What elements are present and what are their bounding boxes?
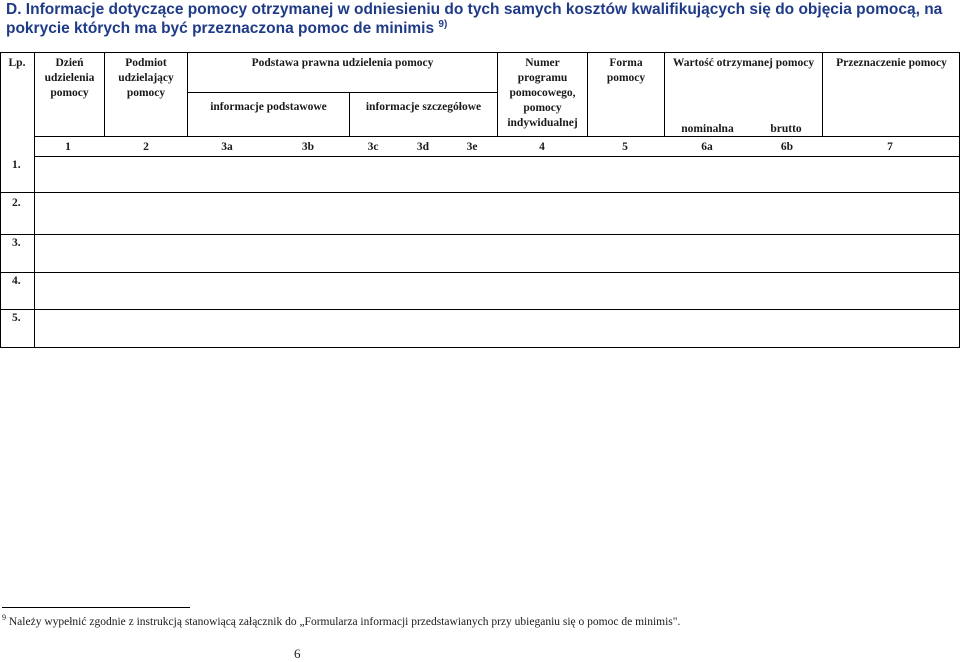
- header-numer: Numer programu pomocowego, pomocy indywidualnej: [507, 57, 578, 129]
- row-label: 2.: [12, 197, 21, 209]
- page-number: 6: [294, 646, 301, 661]
- title-footnote-ref: 9): [438, 19, 448, 30]
- col-number: 2: [143, 141, 149, 153]
- col-number: 3d: [416, 141, 430, 153]
- header-wartosc: Wartość otrzymanej pomocy: [672, 57, 815, 69]
- col-number: 3e: [466, 141, 478, 153]
- header-forma: Forma pomocy: [606, 57, 646, 84]
- row-label: 4.: [12, 275, 21, 287]
- col-number: 4: [539, 141, 545, 153]
- col-number: 3b: [301, 141, 315, 153]
- aid-table: [0, 52, 960, 348]
- header-info-podstawowe: informacje podstawowe: [210, 101, 327, 113]
- row-label: 3.: [12, 237, 21, 249]
- section-title: D. Informacje dotyczące pomocy otrzymanej w odniesieniu do tych samych kosztów kwalifikujących się do objęcia pomocą, na pokrycie których ma być przeznaczona pomoc de minimis $^{9)}$: [6, 1, 943, 37]
- col-number: 3c: [367, 141, 379, 153]
- header-nominalna: nominalna: [681, 123, 734, 135]
- header-przeznaczenie: Przeznaczenie pomocy: [836, 57, 947, 69]
- header-dzien: Dzień udzielenia pomocy: [44, 57, 95, 99]
- header-lp: Lp.: [8, 57, 26, 69]
- col-number: 5: [622, 141, 628, 153]
- col-number: 3a: [221, 141, 233, 153]
- row-label: 5.: [12, 312, 21, 324]
- col-number: 6b: [780, 141, 794, 153]
- footnote-separator: [2, 607, 190, 608]
- footnote: [2, 613, 680, 628]
- header-info-szczegolowe: informacje szczegółowe: [365, 101, 482, 113]
- col-number: 6a: [701, 141, 713, 153]
- col-number: 1: [65, 141, 71, 153]
- header-brutto: brutto: [770, 123, 802, 135]
- col-number: 7: [887, 141, 893, 153]
- row-label: 1.: [12, 159, 21, 171]
- footnote-marker: 9: [2, 613, 6, 622]
- header-podstawa: Podstawa prawna udzielenia pomocy: [251, 57, 434, 69]
- header-podmiot: Podmiot udzielający pomocy: [118, 57, 174, 99]
- footnote-text: Należy wypełnić zgodnie z instrukcją stanowiącą załącznik do „Formularza informacji przedstawianych przy ubieganiu się o pomoc de minimis".: [8, 616, 681, 628]
